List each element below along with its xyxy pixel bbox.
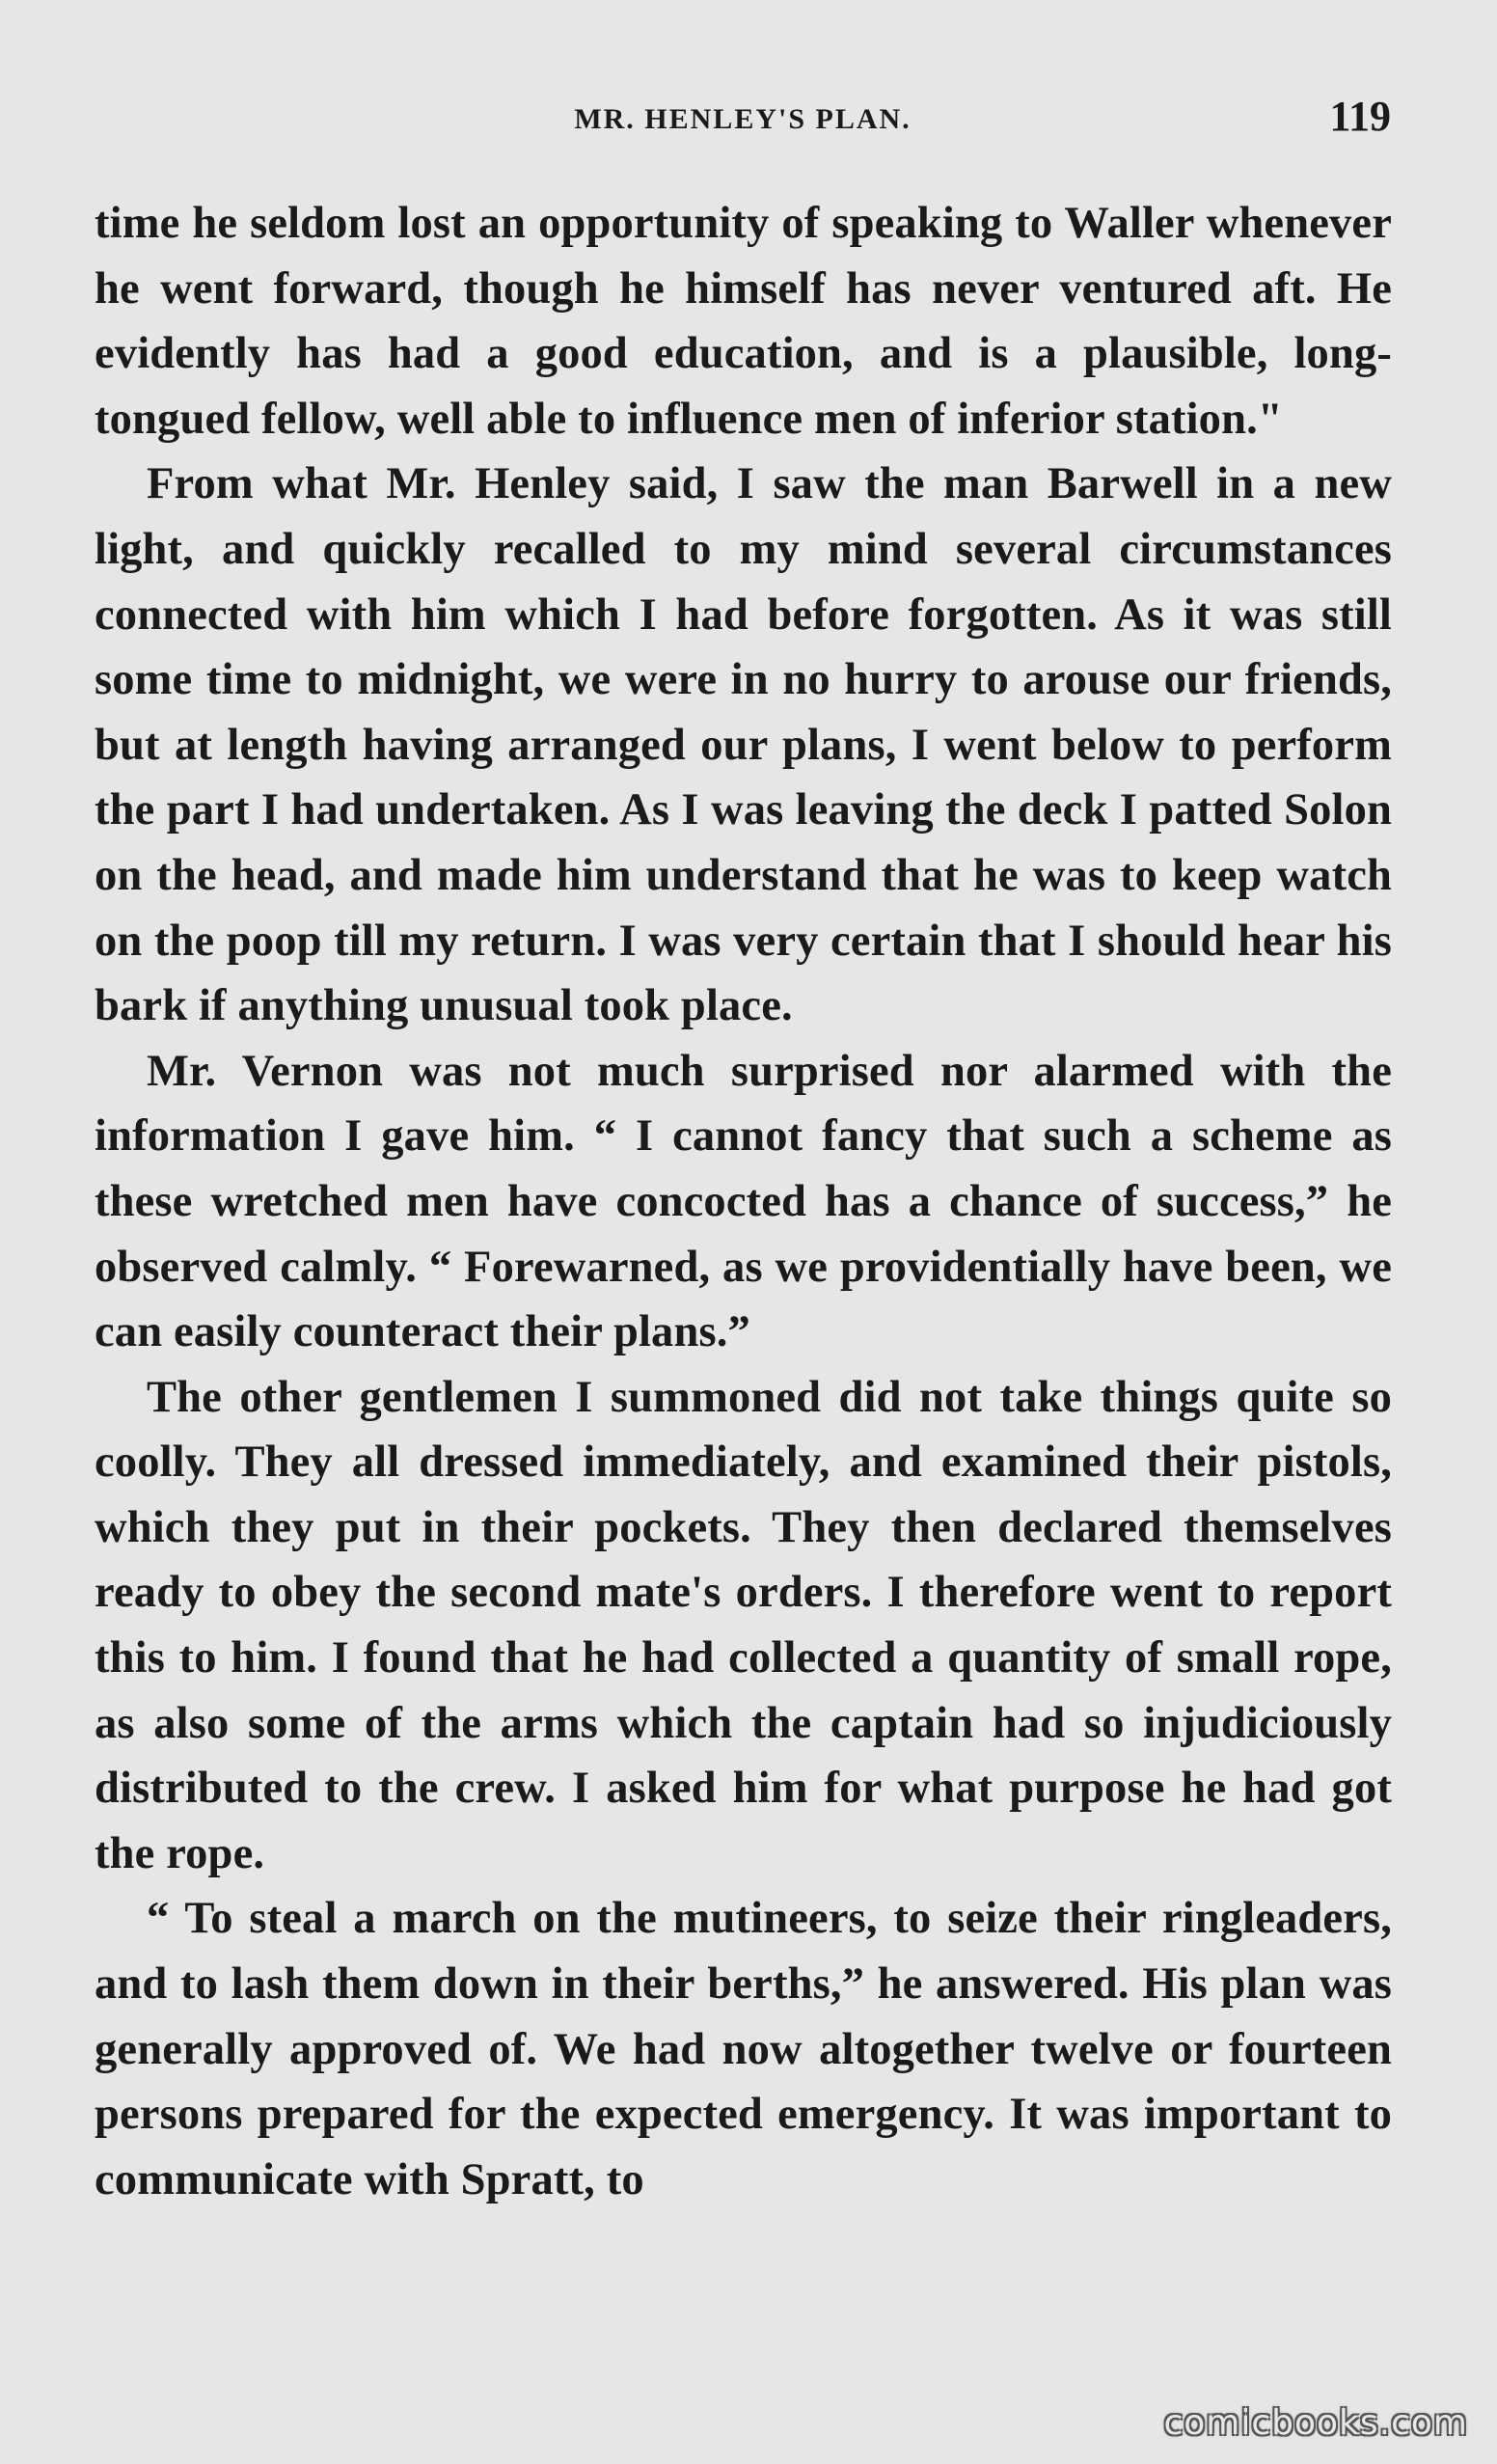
running-title: MR. HENLEY'S PLAN. bbox=[574, 103, 912, 135]
paragraph: Mr. Vernon was not much surprised nor alarmed with the information I gave him. “ I cannot fancy that such a scheme as these wretched men have concocted has a chance of success,” he observed calmly. “ Forewarned, as we providentially have been, we can easily counteract their plans.” bbox=[95, 1046, 1392, 1357]
paragraph: The other gentlemen I summoned did not take things quite so coolly. They all dressed immediately, and examined their pistols, which they put in their pockets. They then declared themselves ready to obey the second mate's orders. I therefore went to report this to him. I found that he had collected a quantity of small rope, as also some of the arms which the captain had so injudiciously distributed to the crew. I asked him for what purpose he had got the rope. bbox=[95, 1372, 1392, 1878]
paragraph-continuation: time he seldom lost an opportunity of speaking to Waller whenever he went forward, though he himself has never ventured aft. He evidently has had a good education, and is a plausible, long-tongued fellow, well able to influence men of inferior station." bbox=[95, 199, 1392, 444]
paragraph: From what Mr. Henley said, I saw the man Barwell in a new light, and quickly recalled to my mind several circumstances connected with him which I had before forgotten. As it was still some time to midnight, we were in no hurry to arouse our friends, but at length having arranged our plans, I went below to perform the part I had undertaken. As I was leaving the deck I patted Solon on the head, and made him understand that he was to keep watch on the poop till my return. I was very certain that I should hear his bark if anything unusual took place. bbox=[95, 459, 1392, 1031]
page-number: 119 bbox=[1329, 93, 1391, 140]
watermark: comicbooks.com bbox=[1163, 2403, 1468, 2443]
body-text bbox=[95, 191, 1392, 2212]
paragraph: “ To steal a march on the mutineers, to seize their ringleaders, and to lash them down in their berths,” he answered. His plan was generally approved of. We had now altogether twelve or fourteen persons prepared for the expected emergency. It was important to communicate with Spratt, to bbox=[95, 1894, 1392, 2204]
running-head bbox=[95, 92, 1391, 159]
